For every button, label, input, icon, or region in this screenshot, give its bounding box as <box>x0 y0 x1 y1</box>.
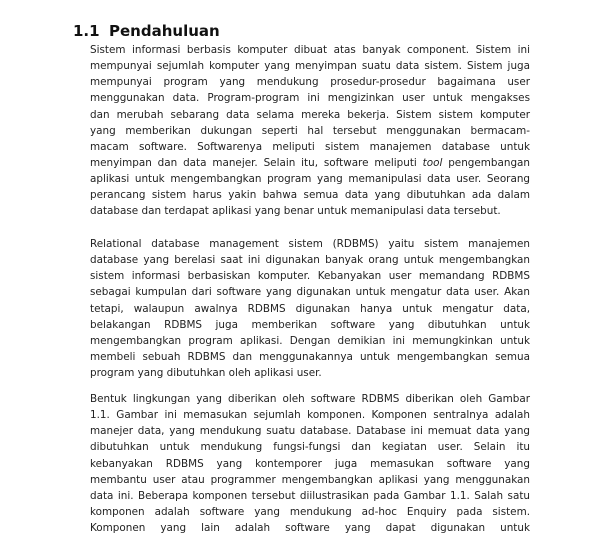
paragraph-line: membantu user atau programmer mengembangkan aplikasi yang menggunakan <box>90 473 530 486</box>
paragraph-line: aplikasi untuk mengembangkan program yang memanipulasi data user. Seorang <box>90 173 530 186</box>
paragraph-line: komponen adalah software yang mendukung ad-hoc Enquiry pada sistem. <box>90 505 530 518</box>
paragraph-line: manejer data, yang mendukung suatu database. Database ini memuat data yang <box>90 425 530 438</box>
paragraph-line: mempunyai sejumlah komputer yang menyimpan suatu data sistem. Sistem juga <box>90 60 530 73</box>
paragraph-line: database yang berelasi saat ini digunakan banyak orang untuk mengembangkan <box>90 254 530 267</box>
paragraph-line: belakangan RDBMS juga memberikan software yang dibutuhkan untuk <box>90 318 530 331</box>
section-heading <box>73 21 220 41</box>
paragraph-line: Komponen yang lain adalah software yang dapat digunakan untuk <box>90 522 530 533</box>
paragraph-line: menyimpan dan data manejer. Selain itu, software meliputi tool pengembangan <box>90 156 530 169</box>
paragraph-line: macam software. Softwarenya meliputi sistem manajemen database untuk <box>90 140 530 153</box>
paragraph-line: sebagai kumpulan dari software yang digunakan untuk mengatur data user. Akan <box>90 286 530 299</box>
paragraph-line: data ini. Beberapa komponen tersebut diilustrasikan pada Gambar 1.1. Salah satu <box>90 489 530 502</box>
paragraph-line: membeli sebuah RDBMS dan menggunakannya untuk mengembangkan semua <box>90 350 530 363</box>
paragraph-line: mengembangkan program aplikasi. Dengan demikian ini memungkinkan untuk <box>90 334 530 347</box>
paragraph-line: tetapi, walaupun awalnya RDBMS digunakan hanya untuk mengatur data, <box>90 302 530 315</box>
paragraph-line: kebanyakan RDBMS yang kontemporer juga memasukan software yang <box>90 457 530 470</box>
paragraph-line: perancang sistem harus yakin bahwa semua data yang dibutuhkan ada dalam <box>90 189 530 202</box>
paragraph-line: Relational database management sistem (RDBMS) yaitu sistem manajemen <box>90 238 530 250</box>
paragraph-2 <box>90 236 530 381</box>
paragraph-line: menggunakan data. Program-program ini mengizinkan user untuk mengakses <box>90 92 530 105</box>
paragraph-line: 1.1. Gambar ini memasukan sejumlah komponen. Komponen sentralnya adalah <box>90 409 530 422</box>
section-title: Pendahuluan <box>109 22 220 40</box>
paragraph-line: Bentuk lingkungan yang diberikan oleh software RDBMS diberikan oleh Gambar <box>90 393 530 405</box>
paragraph-1 <box>90 42 530 220</box>
section-number: 1.1 <box>73 22 100 40</box>
paragraph-line: Sistem informasi berbasis komputer dibuat atas banyak component. Sistem ini <box>90 44 530 56</box>
paragraph-line: dan merubah sebarang data selama mereka bekerja. Sistem sistem komputer <box>90 108 530 121</box>
paragraph-line: mempunyai program yang mendukung prosedur-prosedur bagaimana user <box>90 76 530 89</box>
paragraph-line: yang memberikan dukungan seperti hal tersebut menggunakan bermacam- <box>90 124 530 137</box>
paragraph-line: dibutuhkan untuk mendukung fungsi-fungsi dan kegiatan user. Selain itu <box>90 441 530 454</box>
paragraph-3 <box>90 391 530 533</box>
paragraph-line: program yang dibutuhkan oleh aplikasi user. <box>90 367 322 380</box>
paragraph-line: database dan terdapat aplikasi yang benar untuk memanipulasi data tersebut. <box>90 205 501 218</box>
paragraph-line: sistem informasi berbasiskan komputer. Kebanyakan user memandang RDBMS <box>90 270 530 283</box>
